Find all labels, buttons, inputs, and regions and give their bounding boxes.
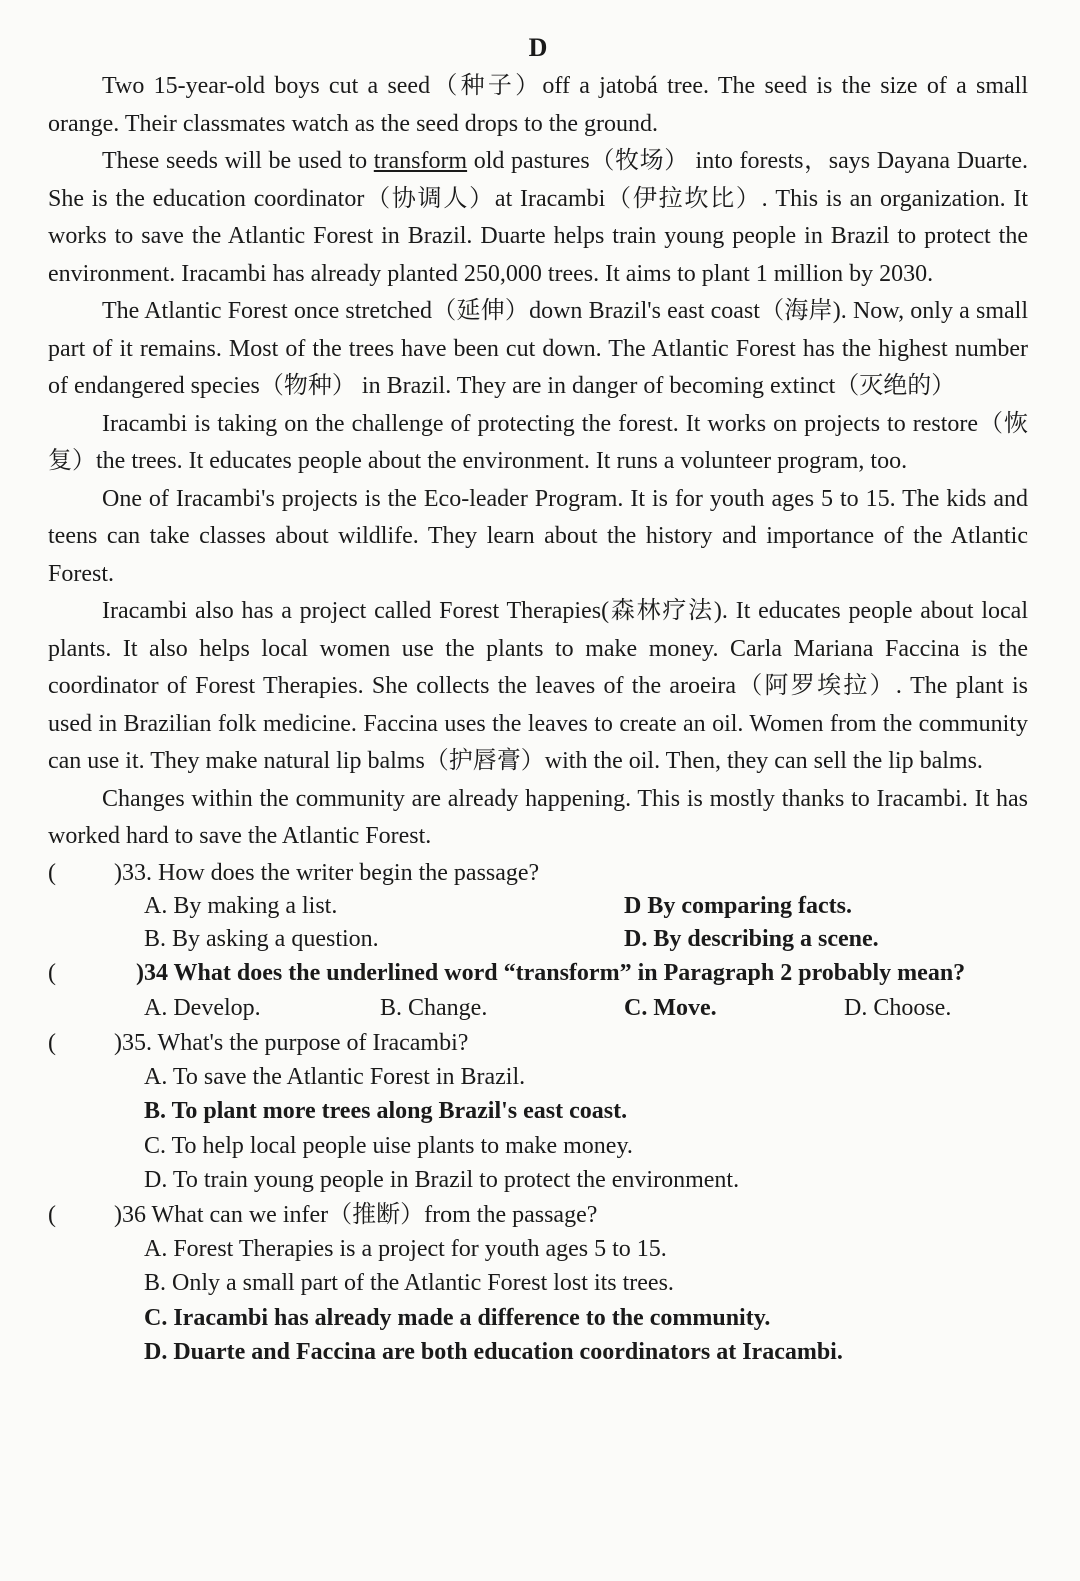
- option-a[interactable]: A. To save the Atlantic Forest in Brazil.: [144, 1063, 526, 1090]
- paragraph-2-start: These seeds will be used to: [102, 148, 374, 174]
- option-b[interactable]: B. Only a small part of the Atlantic Forest lost its trees.: [144, 1270, 674, 1296]
- passage: [48, 68, 1028, 856]
- paragraph-3: The Atlantic Forest once stretched（延伸）down Brazil's east coast（海岸). Now, only a small part of it remains. Most of the trees have been cut down. The Atlantic Forest has the highest number of endangered species（物种） in Brazil. They are in danger of becoming extinct（灭绝的）: [48, 298, 1028, 399]
- answer-blank[interactable]: (: [48, 959, 56, 986]
- question-list: [48, 856, 1028, 1370]
- options: [48, 1232, 1028, 1370]
- option-b[interactable]: B. Change.: [380, 994, 488, 1021]
- option-a[interactable]: A. By making a list.: [144, 892, 338, 919]
- question-text: )35. What's the purpose of Iracambi?: [114, 1029, 469, 1056]
- answer-blank[interactable]: (: [48, 1201, 56, 1228]
- section-heading: D: [528, 33, 548, 62]
- answer-blank[interactable]: (: [48, 859, 56, 886]
- exam-page: [48, 30, 1028, 1370]
- paragraph-7: Changes within the community are already happening. This is mostly thanks to Iracambi. It has worked hard to save the Atlantic Forest.: [48, 785, 1028, 849]
- option-d[interactable]: D. By describing a scene.: [624, 925, 879, 952]
- paragraph-4: Iracambi is taking on the challenge of protecting the forest. It works on projects to restore（恢复）the trees. It educates people about the environment. It runs a volunteer program, too.: [48, 410, 1028, 474]
- paragraph-2: [48, 143, 1028, 293]
- paragraph-5: One of Iracambi's projects is the Eco-leader Program. It is for youth ages 5 to 15. The kids and teens can take classes about wildlife. They learn about the history and importance of the Atlantic Forest.: [48, 485, 1028, 587]
- options: [48, 990, 1028, 1026]
- underlined-word: transform: [373, 148, 468, 174]
- option-c[interactable]: C. Move.: [624, 994, 717, 1021]
- question-34: [48, 956, 1028, 1026]
- option-a[interactable]: A. Develop.: [144, 994, 261, 1021]
- question-36: [48, 1198, 1028, 1370]
- paragraph-1: Two 15-year-old boys cut a seed（种子）off a jatobá tree. The seed is the size of a small orange. Their classmates watch as the seed drops to the ground.: [48, 73, 1028, 137]
- question-33: [48, 856, 1028, 956]
- question-text: )33. How does the writer begin the passage?: [114, 859, 540, 886]
- option-c[interactable]: C. Iracambi has already made a difference to the community.: [144, 1304, 771, 1331]
- question-stem: [48, 1026, 1028, 1060]
- option-d[interactable]: D. Choose.: [844, 994, 952, 1021]
- paragraph-2-rest: old pastures（牧场） into forests，says Dayana Duarte. She is the education coordinator（协调人）at Iracambi（伊拉坎比）. This is an organization. It works to save the Atlantic Forest in Brazil. Duarte helps train young people in Brazil to protect the environment. Iracambi has already planted 250,000 trees. It aims to plant 1 million by 2030.: [48, 148, 1028, 287]
- options: [48, 1060, 1028, 1198]
- option-d[interactable]: D. Duarte and Faccina are both education coordinators at Iracambi.: [144, 1339, 843, 1365]
- options: [48, 890, 1028, 956]
- option-b[interactable]: D By comparing facts.: [624, 892, 852, 919]
- option-d[interactable]: D. To train young people in Brazil to protect the environment.: [144, 1167, 740, 1193]
- question-stem: [48, 856, 1028, 890]
- option-c[interactable]: C. To help local people uise plants to make money.: [144, 1132, 633, 1159]
- question-stem: [48, 1198, 1028, 1232]
- option-c[interactable]: B. By asking a question.: [144, 925, 379, 952]
- question-35: [48, 1026, 1028, 1198]
- answer-blank[interactable]: (: [48, 1029, 56, 1056]
- question-text: )34 What does the underlined word “transform” in Paragraph 2 probably mean?: [136, 959, 966, 986]
- option-b[interactable]: B. To plant more trees along Brazil's east coast.: [144, 1098, 628, 1124]
- question-stem: [48, 956, 1028, 990]
- option-a[interactable]: A. Forest Therapies is a project for youth ages 5 to 15.: [144, 1235, 667, 1262]
- paragraph-6: Iracambi also has a project called Forest Therapies(森林疗法). It educates people about local plants. It also helps local women use the plants to make money. Carla Mariana Faccina is the coordinator of Forest Therapies. She collects the leaves of the aroeira（阿罗埃拉）. The plant is used in Brazilian folk medicine. Faccina uses the leaves to create an oil. Women from the community can use it. They make natural lip balms（护唇膏）with the oil. Then, they can sell the lip balms.: [48, 598, 1028, 774]
- question-text: )36 What can we infer（推断）from the passage?: [114, 1201, 598, 1228]
